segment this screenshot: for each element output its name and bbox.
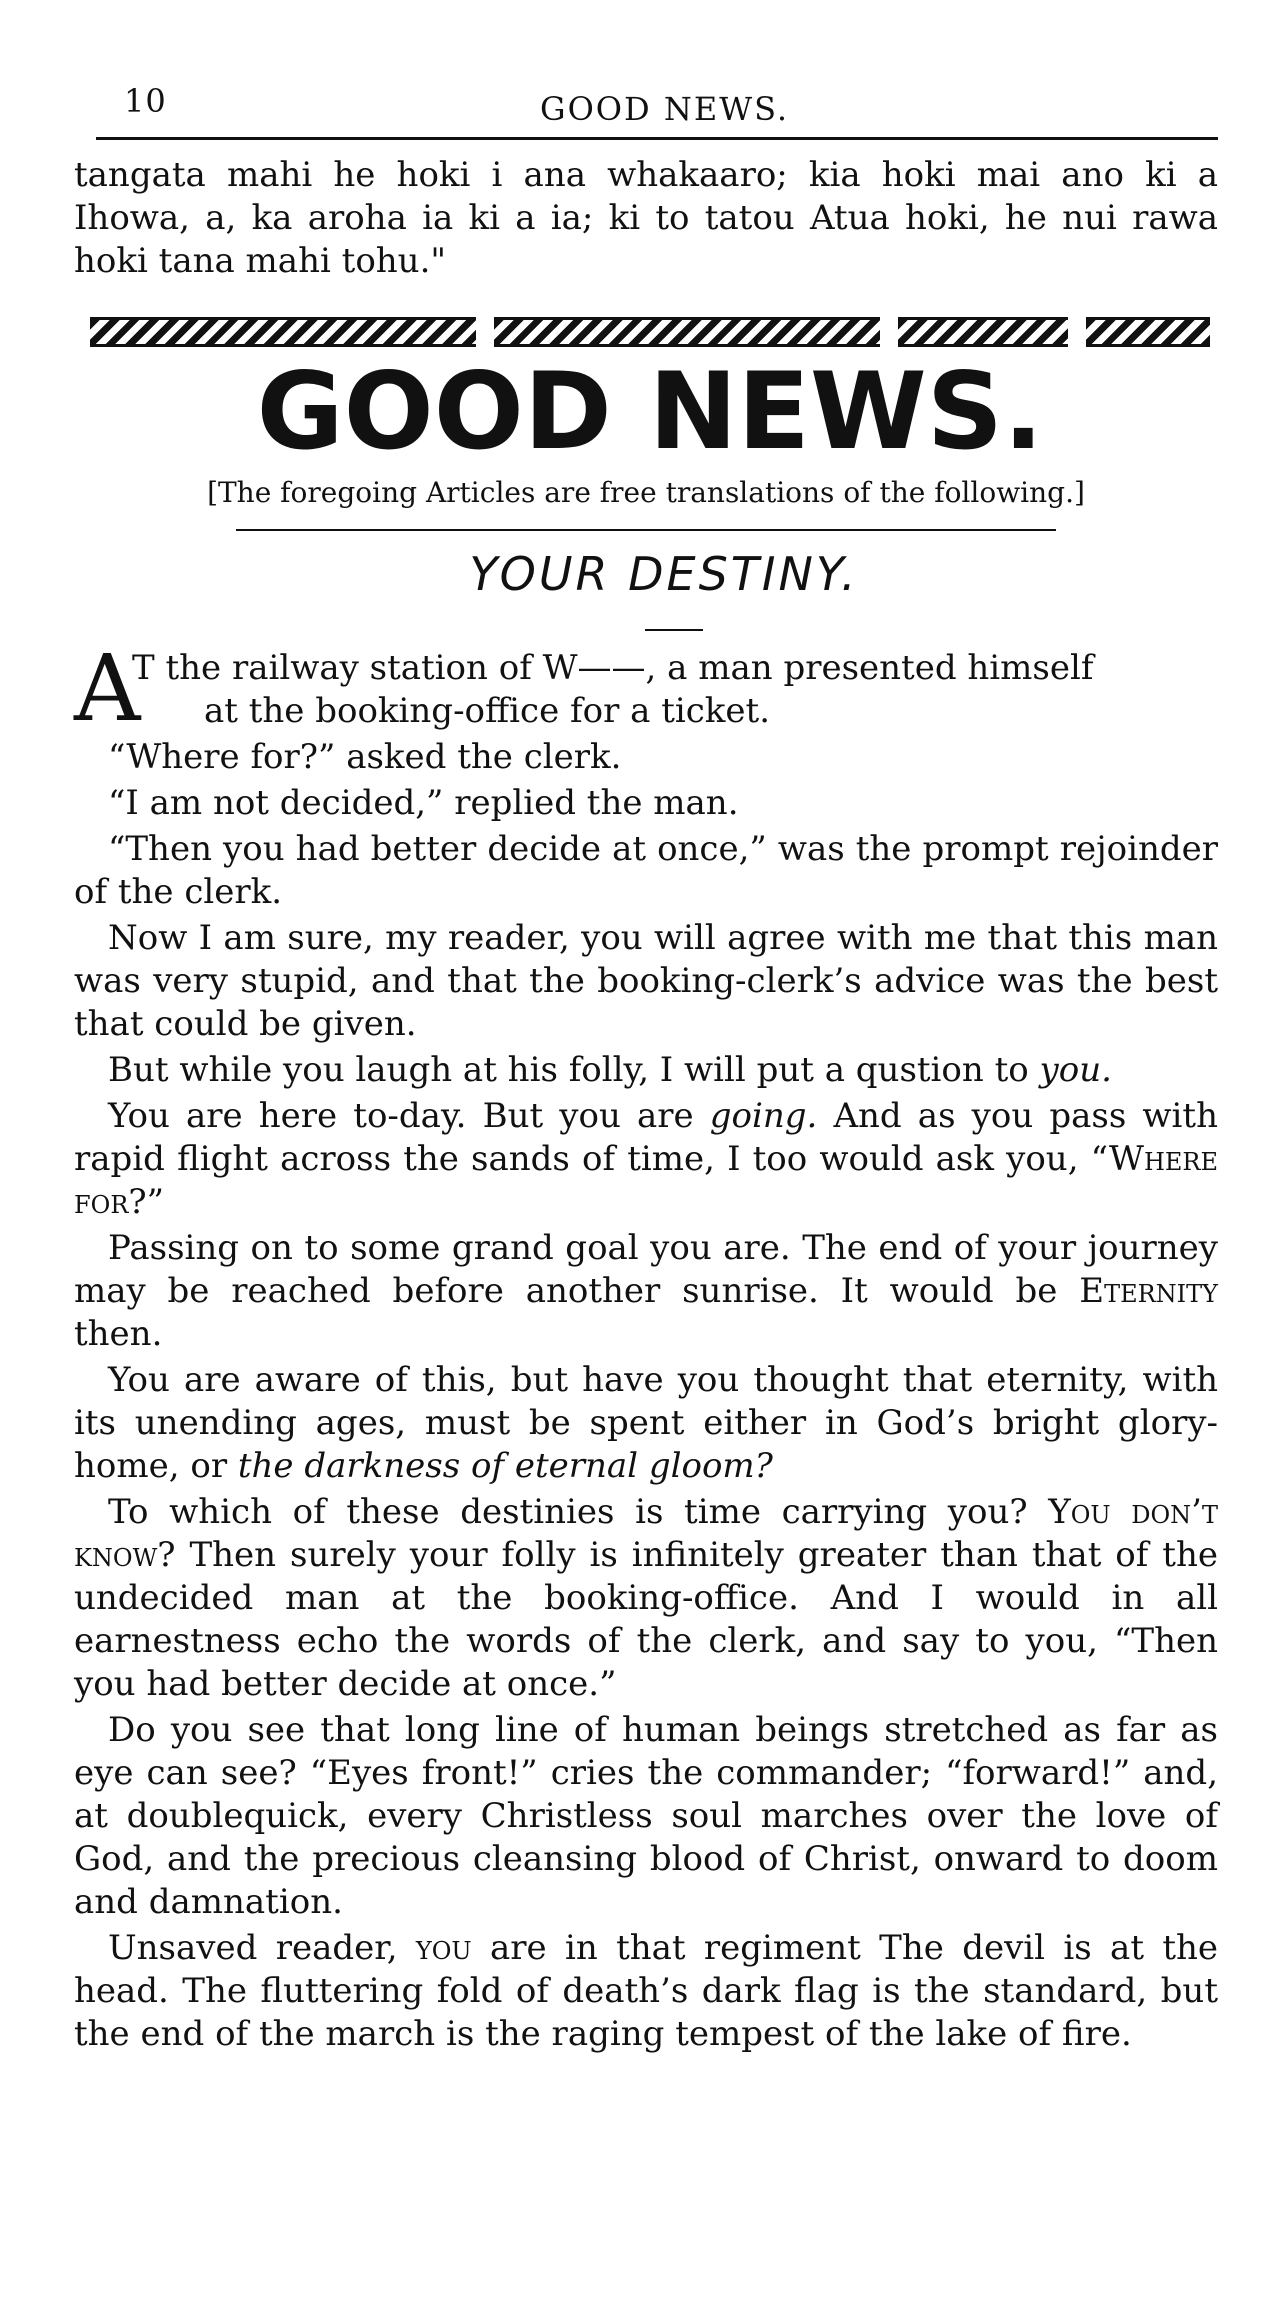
paragraph-7-text-b: And as you pass with rapid flight across the sands of time, I too would ask you, bbox=[74, 1096, 1218, 1179]
ornamental-border bbox=[90, 317, 1210, 347]
running-header bbox=[74, 82, 1218, 140]
paragraph-9-text: You are aware of this, but have you thought that eternity, with its unending ages, must be spent either in God’s bright glory-home, or bbox=[74, 1360, 1218, 1486]
paragraph-5: Now I am sure, my reader, you will agree with me that this man was very stupid, and that the booking-clerk’s advice was the best that could be given. bbox=[74, 918, 1218, 1044]
section-rule bbox=[236, 529, 1056, 531]
body-text bbox=[74, 154, 1218, 283]
paragraph-9-emphasis: the darkness of eternal gloom? bbox=[237, 1446, 773, 1486]
paragraph-6 bbox=[74, 1049, 1218, 1092]
title-rule bbox=[645, 629, 703, 631]
paragraph-1-line-1: T the railway station of W——, a man presented himself bbox=[132, 648, 1094, 688]
header-rule bbox=[96, 137, 1218, 140]
ornament-segment bbox=[494, 317, 880, 347]
paragraph-12-text-a: Unsaved reader, bbox=[108, 1928, 416, 1968]
paragraph-8-text-a: Passing on to some grand goal you are. The end of your journey may be reached before another sunrise. It would be bbox=[74, 1228, 1218, 1311]
ornament-segment bbox=[90, 317, 476, 347]
paragraph-3: “I am not decided,” replied the man. bbox=[108, 783, 739, 823]
paragraph-9 bbox=[74, 1359, 1218, 1488]
paragraph-4: “Then you had better decide at once,” was the prompt rejoinder of the clerk. bbox=[74, 829, 1218, 912]
paragraph-12 bbox=[74, 1927, 1218, 2056]
masthead-title: GOOD NEWS. bbox=[256, 350, 1044, 473]
paragraph-6-emphasis: you. bbox=[1039, 1050, 1112, 1090]
translation-note: [The foregoing Articles are free translations of the following.] bbox=[207, 476, 1085, 509]
paragraph-7-emphasis: going. bbox=[709, 1096, 818, 1136]
intro-paragraph: tangata mahi he hoki i ana whakaaro; kia hoki mai ano ki a Ihowa, a, ka aroha ia ki a ia; ki to tatou Atua hoki, he nui rawa hoki tana mahi tohu." bbox=[74, 155, 1218, 281]
paragraph-2: “Where for?” asked the clerk. bbox=[108, 737, 622, 777]
drop-cap: A bbox=[74, 635, 141, 742]
paragraph-12-text-b: are in that regiment The devil is at the head. The fluttering fold of death’s dark flag is the standard, but the end of the march is the raging tempest of the lake of fire. bbox=[74, 1928, 1219, 2054]
article-body bbox=[74, 635, 1219, 2056]
paragraph-7-text-a: You are here to-day. But you are bbox=[108, 1096, 710, 1136]
paragraph-7 bbox=[74, 1095, 1218, 1224]
ornament-segment bbox=[898, 317, 1068, 347]
paragraph-10-text-a: To which of these destinies is time carrying you? bbox=[108, 1492, 1049, 1532]
paragraph-8-small-caps: Eternity bbox=[1079, 1271, 1218, 1311]
running-title: GOOD NEWS. bbox=[540, 90, 790, 128]
paragraph-1-line-2: at the booking-office for a ticket. bbox=[204, 691, 770, 731]
paragraph-10-text-b: Then surely your folly is infinitely greater than that of the undecided man at the booking-office. And I would in all earnestness echo the words of the clerk, and say to you, “Then you had better decide at once.” bbox=[74, 1535, 1218, 1704]
paragraph-1 bbox=[74, 635, 1218, 742]
article-title: YOUR DESTINY. bbox=[469, 547, 859, 601]
paragraph-7-small-caps: “Where for?” bbox=[74, 1139, 1218, 1222]
paragraph-8-text-b: then. bbox=[74, 1314, 163, 1354]
ornament-segment bbox=[1086, 317, 1210, 347]
paragraph-11: Do you see that long line of human beings stretched as far as eye can see? “Eyes front!” cries the commander; “forward!” and, at doublequick, every Christless soul marches over the love of God, and the precious cleansing blood of Christ, onward to doom and damnation. bbox=[74, 1710, 1218, 1922]
page-number: 10 bbox=[124, 82, 167, 120]
paragraph-6-text: But while you laugh at his folly, I will put a qustion to bbox=[108, 1050, 1040, 1090]
paragraph-10-small-caps: You don’t know? bbox=[74, 1492, 1218, 1575]
paragraph-8 bbox=[74, 1227, 1218, 1356]
paragraph-12-small-caps: you bbox=[415, 1928, 472, 1968]
paragraph-10 bbox=[74, 1491, 1218, 1706]
